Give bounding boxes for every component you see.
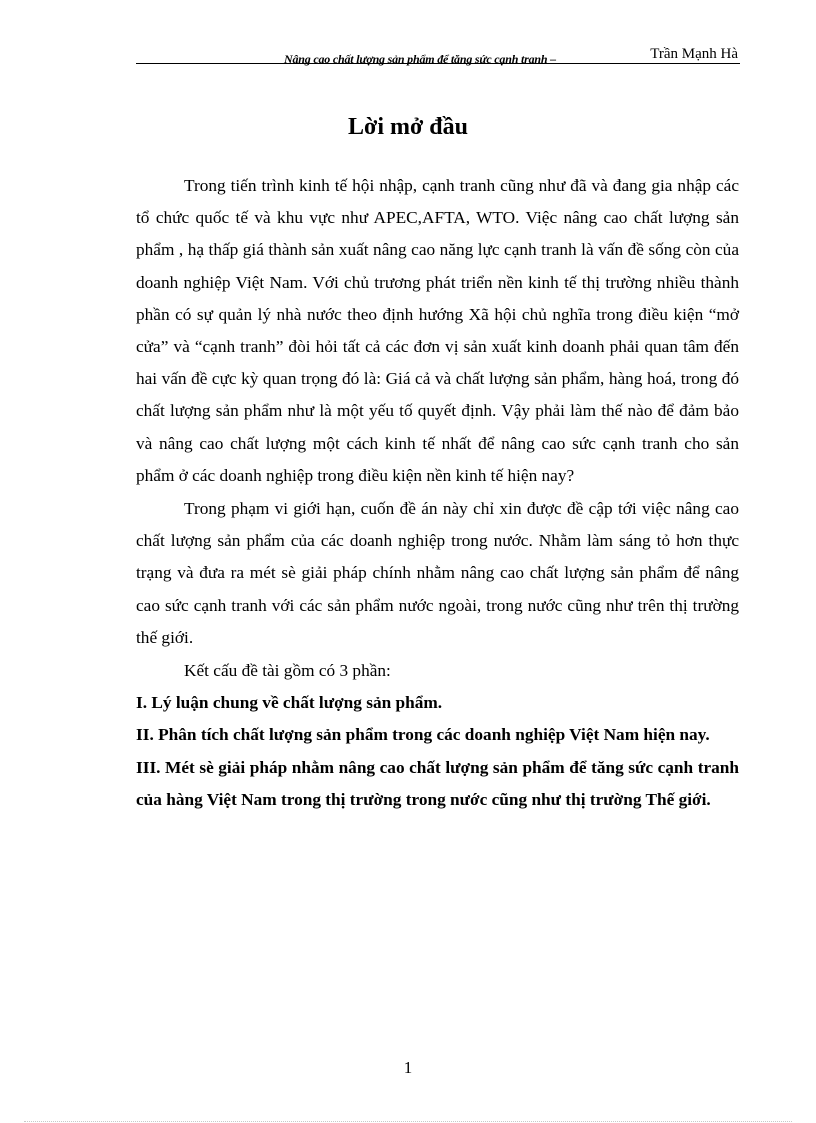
page-number: 1: [403, 1058, 413, 1077]
paragraph-intro: Trong tiến trình kinh tế hội nhập, cạnh tranh cũng như đã và đang gia nhập các tổ chức quốc tế và khu vực như APEC,AFTA, WTO. Việc nâng cao chất lượng sản phẩm , hạ thấp giá thành sản xuất nâng cao năng lực cạnh tranh là vấn đề sống còn của doanh nghiệp Việt Nam. Với chủ trương phát triển nền kinh tế thị trường nhiều thành phần có sự quản lý nhà nước theo định hướng Xã hội chủ nghĩa trong điều kiện “mở cửa” và “cạnh tranh” đòi hỏi tất cả các đơn vị sản xuất kinh doanh phải quan tâm đến hai vấn đề cực kỳ quan trọng đó là: Giá cả và chất lượng sản phẩm, hàng hoá, trong đó chất lượng sản phẩm như là một yếu tố quyết định. Vậy phải làm thế nào để đảm bảo và nâng cao chất lượng một cách kinh tế nhất để nâng cao sức cạnh tranh cho sản phẩm ở các doanh nghiệp trong điều kiện nền kinh tế hiện nay?: [136, 176, 739, 485]
section-heading-3: III. Mét sè giải pháp nhằm nâng cao chất lượng sản phẩm để tăng sức cạnh tranh của hàng Việt Nam trong thị trường trong nước cũng như thị trường Thế giới.: [136, 757, 739, 809]
section-heading-2: II. Phân tích chất lượng sản phẩm trong các doanh nghiệp Việt Nam hiện nay.: [136, 725, 710, 745]
structure-intro: Kết cấu đề tài gồm có 3 phần:: [184, 661, 391, 681]
section-heading-1: I. Lý luận chung về chất lượng sản phẩm.: [136, 693, 443, 713]
document-body: [136, 170, 739, 816]
paragraph-scope: Trong phạm vi giới hạn, cuốn đề án này chỉ xin được đề cập tới việc nâng cao chất lượng sản phẩm của các doanh nghiệp trong nước. Nhằm làm sáng tỏ hơn thực trạng và đưa ra mét sè giải pháp chính nhằm nâng cao chất lượng sản phẩm để nâng cao sức cạnh tranh với các sản phẩm nước ngoài, trong nước cũng như trên thị trường thế giới.: [136, 499, 739, 647]
header-author: Trần Mạnh Hà: [650, 46, 738, 62]
header-subtitle: Nâng cao chất lượng sản phẩm để tăng sức cạnh tranh –: [284, 52, 556, 66]
page-bottom-border: [24, 1121, 792, 1122]
page-title: Lời mở đầu: [348, 114, 468, 140]
